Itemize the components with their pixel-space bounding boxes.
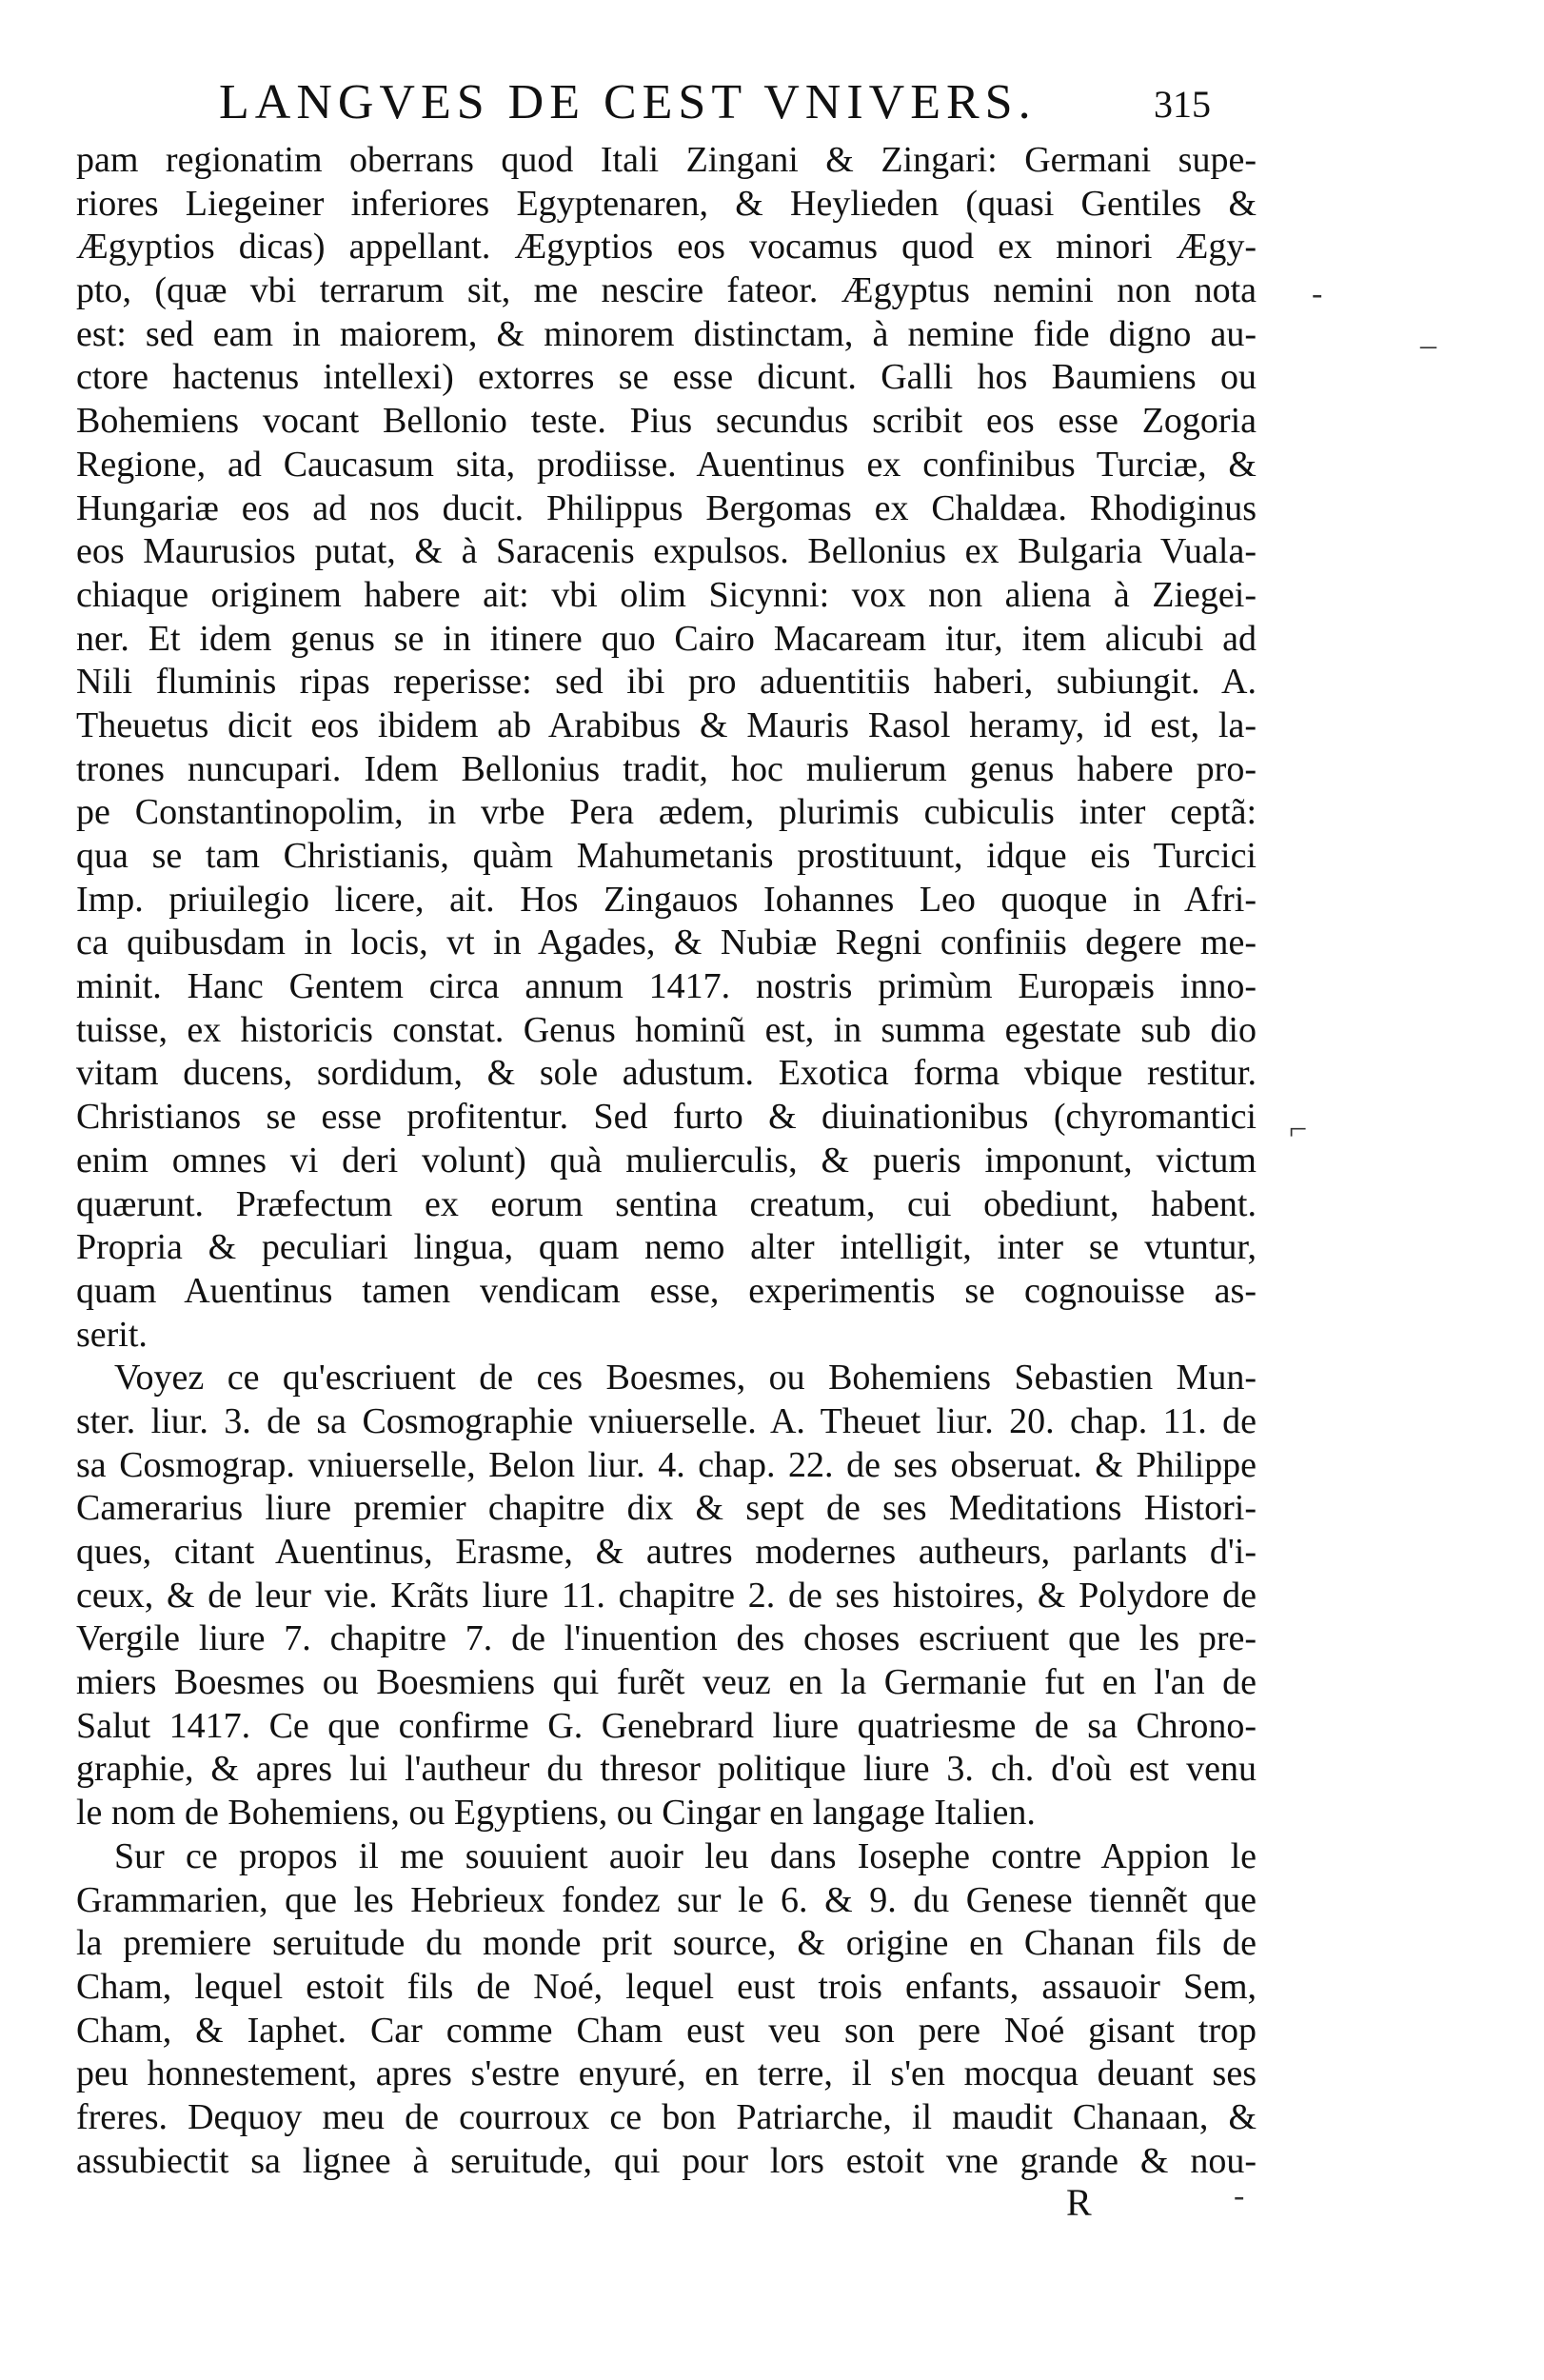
text-line: Sur ce propos il me souuient auoir leu dans Iosephe contre Appion le [114,1835,1257,1876]
text-line: Imp. priuilegio licere, ait. Hos Zingauos Iohannes Leo quoque in Afri- [76,879,1257,920]
text-line: Christianos se esse profitentur. Sed furto & diuinationibus (chyromantici [76,1097,1257,1138]
text-line: Grammarien, que les Hebrieux fondez sur le 6. & 9. du Genese tiennẽt que [76,1879,1257,1920]
text-line: Voyez ce qu'escriuent de ces Boesmes, ou Bohemiens Sebastien Mun- [114,1358,1257,1398]
text-line: ster. liur. 3. de sa Cosmographie vniuerselle. A. Theuet liur. 20. chap. 11. de [76,1400,1257,1441]
text-line: sa Cosmograp. vniuerselle, Belon liur. 4. chap. 22. de ses obseruat. & Philippe [76,1444,1257,1485]
text-line: ceux, & de leur vie. Krãts liure 11. chapitre 2. de ses histoires, & Polydore de [76,1575,1257,1616]
text-line: miers Boesmes ou Boesmiens qui furẽt veuz en la Germanie fut en l'an de [76,1662,1257,1703]
text-line: Nili fluminis ripas reperisse: sed ibi pro aduentitiis haberi, subiungit. A. [76,662,1257,703]
text-line: quærunt. Præfectum ex eorum sentina creatum, cui obediunt, habent. [76,1183,1257,1224]
text-line: Propria & peculiari lingua, quam nemo alter intelligit, inter se vtuntur, [76,1227,1257,1268]
text-line: Ægyptios dicas) appellant. Ægyptios eos vocamus quod ex minori Ægy- [76,227,1257,268]
text-line: qua se tam Christianis, quàm Mahumetanis prostituunt, idque eis Turcici [76,836,1257,876]
text-line: Bohemiens vocant Bellonio teste. Pius secundus scribit eos esse Zogoria [76,401,1257,442]
text-line: Regione, ad Caucasum sita, prodiisse. Auentinus ex confinibus Turciæ, & [76,444,1257,485]
running-head: LANGVES DE CEST VNIVERS. [219,75,1037,129]
margin-dash-mark: - [1312,276,1323,311]
text-line: peu honnestement, apres s'estre enyuré, en terre, il s'en mocqua deuant ses [76,2053,1257,2094]
text-line: pam regionatim oberrans quod Itali Zingani & Zingari: Germani supe- [76,140,1257,180]
text-line: le nom de Bohemiens, ou Egyptiens, ou Cingar en langage Italien. [76,1793,1036,1834]
text-line: pto, (quæ vbi terrarum sit, me nescire fateor. Ægyptus nemini non nota [76,270,1257,311]
margin-dash-mark: – [1420,327,1436,363]
margin-dash-mark: - [1234,2178,1245,2213]
text-line: quam Auentinus tamen vendicam esse, experimentis se cognouisse as- [76,1270,1257,1311]
text-line: trones nuncupari. Idem Bellonius tradit, hoc mulierum genus habere pro- [76,748,1257,789]
text-line: Camerarius liure premier chapitre dix & sept de ses Meditations Histori- [76,1488,1257,1529]
text-line: ner. Et idem genus se in itinere quo Cairo Macaream itur, item alicubi ad [76,618,1257,659]
text-line: enim omnes vi deri volunt) quà mulierculis, & pueris imponunt, victum [76,1140,1257,1180]
text-line: ca quibusdam in locis, vt in Agades, & Nubiæ Regni confiniis degere me- [76,922,1257,963]
text-line: minit. Hanc Gentem circa annum 1417. nostris primùm Europæis inno- [76,966,1257,1007]
text-line: la premiere seruitude du monde prit source, & origine en Chanan fils de [76,1923,1257,1964]
text-line: vitam ducens, sordidum, & sole adustum. Exotica forma vbique restitur. [76,1053,1257,1094]
text-line: graphie, & apres lui l'autheur du thresor politique liure 3. ch. d'où est venu [76,1749,1257,1790]
text-line: Vergile liure 7. chapitre 7. de l'inuention des choses escriuent que les pre- [76,1618,1257,1659]
text-line: Salut 1417. Ce que confirme G. Genebrard liure quatriesme de sa Chrono- [76,1705,1257,1746]
margin-hook-mark: ⌐ [1289,1112,1308,1147]
text-line: freres. Dequoy meu de courroux ce bon Patriarche, il maudit Chanaan, & [76,2096,1257,2137]
text-line: ques, citant Auentinus, Erasme, & autres modernes autheurs, parlants d'i- [76,1532,1257,1572]
text-line: chiaque originem habere ait: vbi olim Sicynni: vox non aliena à Ziegei- [76,574,1257,615]
signature-mark: R [1066,2181,1092,2224]
text-line: Theuetus dicit eos ibidem ab Arabibus & Mauris Rasol heramy, id est, la- [76,704,1257,745]
text-line: tuisse, ex historicis constat. Genus hominũ est, in summa egestate sub dio [76,1009,1257,1050]
text-line: Cham, lequel estoit fils de Noé, lequel eust trois enfants, assauoir Sem, [76,1966,1257,2007]
page-number: 315 [1154,83,1211,126]
text-line: assubiectit sa lignee à seruitude, qui pour lors estoit vne grande & nou- [76,2140,1257,2181]
text-line: ctore hactenus intellexi) extorres se esse dicunt. Galli hos Baumiens ou [76,357,1257,398]
text-line: pe Constantinopolim, in vrbe Pera ædem, plurimis cubiculis inter ceptã: [76,792,1257,833]
text-line: Hungariæ eos ad nos ducit. Philippus Bergomas ex Chaldæa. Rhodiginus [76,487,1257,528]
text-line: eos Maurusios putat, & à Saracenis expulsos. Bellonius ex Bulgaria Vuala- [76,531,1257,572]
text-line: est: sed eam in maiorem, & minorem distinctam, à nemine fide digno au- [76,313,1257,354]
text-line: Cham, & Iaphet. Car comme Cham eust veu son pere Noé gisant trop [76,2010,1257,2051]
text-line: riores Liegeiner inferiores Egyptenaren, & Heylieden (quasi Gentiles & [76,183,1257,224]
body-text [76,139,1257,2183]
text-line: serit. [76,1314,148,1355]
